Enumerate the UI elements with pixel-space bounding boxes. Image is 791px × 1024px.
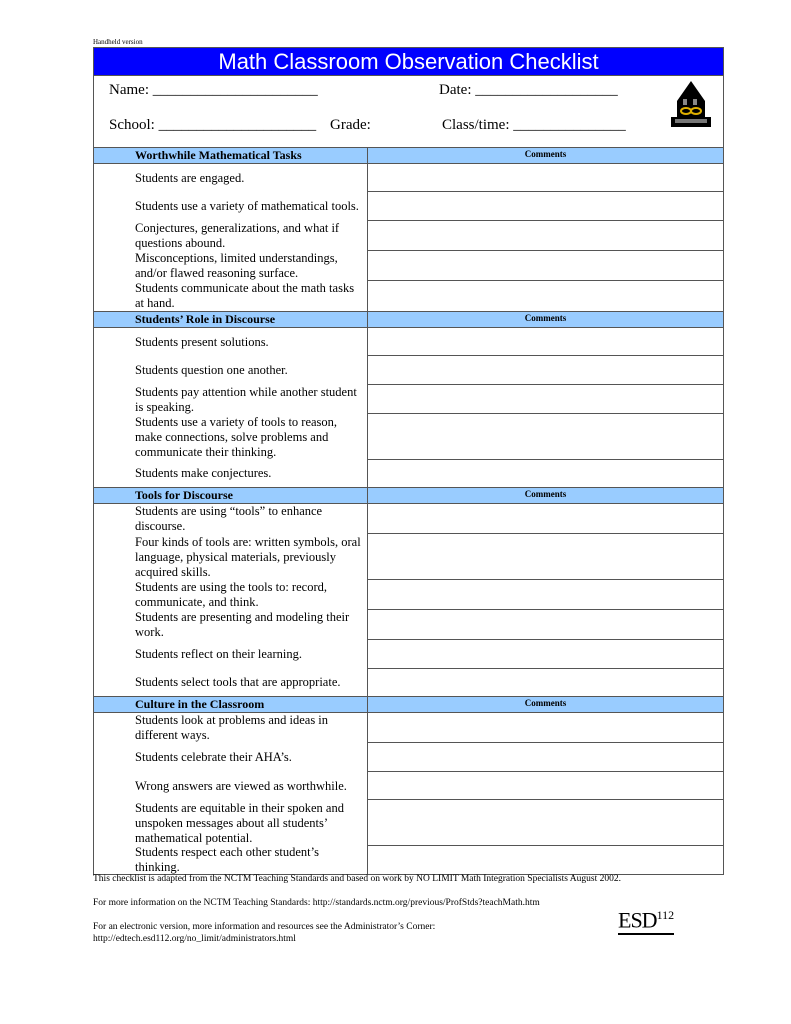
- comment-cell[interactable]: [368, 669, 723, 696]
- checklist-row: [94, 713, 723, 743]
- comments-header: Comments: [524, 313, 567, 323]
- section-header: [94, 696, 723, 713]
- checklist-item: Students present solutions.: [94, 328, 368, 356]
- comment-cell[interactable]: [368, 713, 723, 743]
- comment-cell[interactable]: [368, 846, 723, 874]
- comment-cell[interactable]: [368, 356, 723, 385]
- section-title: Students’ Role in Discourse: [94, 312, 368, 327]
- comment-cell[interactable]: [368, 610, 723, 640]
- checklist-item: Students reflect on their learning.: [94, 640, 368, 669]
- comment-cell[interactable]: [368, 580, 723, 610]
- comment-cell[interactable]: [368, 772, 723, 800]
- checklist-item: Students use a variety of mathematical tools.: [94, 192, 368, 221]
- comment-cell[interactable]: [368, 640, 723, 669]
- checklist-item: Students celebrate their AHA’s.: [94, 743, 368, 772]
- esd112-logo: [618, 904, 674, 935]
- checklist-row: [94, 534, 723, 580]
- checklist-item: Conjectures, generalizations, and what if questions abound.: [94, 221, 368, 251]
- checklist-item: Misconceptions, limited understandings, and/or flawed reasoning surface.: [94, 251, 368, 281]
- checklist-row: [94, 580, 723, 610]
- checklist-item: Students respect each other student’s thinking.: [94, 846, 368, 874]
- checklist-item: Students look at problems and ideas in different ways.: [94, 713, 368, 743]
- checklist-item: Four kinds of tools are: written symbols, oral language, physical materials, previously acquired skills.: [94, 534, 368, 580]
- checklist-row: [94, 772, 723, 800]
- checklist-row: [94, 385, 723, 414]
- checklist-item: Students are presenting and modeling their work.: [94, 610, 368, 640]
- section-title: Worthwhile Mathematical Tasks: [94, 148, 368, 163]
- checklist-item: Students are using “tools” to enhance discourse.: [94, 504, 368, 534]
- school-field[interactable]: School: _____________________: [109, 117, 317, 133]
- comments-header: Comments: [524, 149, 567, 159]
- esd-logo-text: ESD: [618, 907, 657, 933]
- comment-cell[interactable]: [368, 164, 723, 192]
- footer-admin-link[interactable]: http://edtech.esd112.org/no_limit/administrators.html: [93, 934, 296, 944]
- section-header: [94, 487, 723, 504]
- footer-electronic-note: For an electronic version, more information and resources see the Administrator’s Corner:: [93, 922, 436, 932]
- checklist-table: [93, 47, 724, 875]
- checklist-row: [94, 192, 723, 221]
- comment-cell[interactable]: [368, 534, 723, 580]
- info-fields: [94, 76, 723, 147]
- comment-cell[interactable]: [368, 800, 723, 846]
- esd-logo-number: 112: [656, 908, 675, 922]
- comment-cell[interactable]: [368, 460, 723, 487]
- no-limit-logo-icon: [671, 81, 711, 127]
- checklist-row: [94, 281, 723, 311]
- date-field[interactable]: Date: ___________________: [439, 82, 618, 98]
- checklist-item: Wrong answers are viewed as worthwhile.: [94, 772, 368, 800]
- checklist-row: [94, 221, 723, 251]
- checklist-item: Students communicate about the math tasks at hand.: [94, 281, 368, 311]
- checklist-row: [94, 164, 723, 192]
- checklist-item: Students make conjectures.: [94, 460, 368, 487]
- section-header: [94, 311, 723, 328]
- checklist-item: Students are equitable in their spoken and unspoken messages about all students’ mathematical potential.: [94, 800, 368, 846]
- checklist-row: [94, 669, 723, 696]
- page-title: Math Classroom Observation Checklist: [94, 48, 723, 76]
- footer-adapted-note: This checklist is adapted from the NCTM Teaching Standards and based on work by NO LIMIT Math Integration Specialists August 2002.: [93, 874, 621, 884]
- comment-cell[interactable]: [368, 221, 723, 251]
- checklist-row: [94, 640, 723, 669]
- checklist-item: Students are using the tools to: record, communicate, and think.: [94, 580, 368, 610]
- comment-cell[interactable]: [368, 504, 723, 534]
- footer-nctm-link[interactable]: For more information on the NCTM Teaching Standards: http://standards.nctm.org/previous/ProfStds?teachMath.htm: [93, 898, 540, 908]
- comment-cell[interactable]: [368, 328, 723, 356]
- section-title: Tools for Discourse: [94, 488, 368, 503]
- header-note: Handheld version: [93, 38, 143, 46]
- comment-cell[interactable]: [368, 385, 723, 414]
- checklist-item: Students question one another.: [94, 356, 368, 385]
- comment-cell[interactable]: [368, 251, 723, 281]
- checklist-row: [94, 846, 723, 874]
- checklist-item: Students use a variety of tools to reason, make connections, solve problems and communicate their thinking.: [94, 414, 368, 460]
- name-field[interactable]: Name: ______________________: [109, 82, 318, 98]
- comments-header: Comments: [524, 489, 567, 499]
- checklist-row: [94, 460, 723, 487]
- comment-cell[interactable]: [368, 192, 723, 221]
- comment-cell[interactable]: [368, 743, 723, 772]
- checklist-row: [94, 800, 723, 846]
- grade-field[interactable]: Grade:: [330, 117, 371, 133]
- section-title: Culture in the Classroom: [94, 697, 368, 712]
- checklist-row: [94, 356, 723, 385]
- checklist-row: [94, 743, 723, 772]
- checklist-row: [94, 610, 723, 640]
- class-time-field[interactable]: Class/time: _______________: [442, 117, 626, 133]
- comments-header: Comments: [524, 698, 567, 708]
- checklist-row: [94, 251, 723, 281]
- checklist-item: Students pay attention while another student is speaking.: [94, 385, 368, 414]
- section-header: [94, 147, 723, 164]
- checklist-row: [94, 328, 723, 356]
- checklist-row: [94, 504, 723, 534]
- comment-cell[interactable]: [368, 281, 723, 311]
- comment-cell[interactable]: [368, 414, 723, 460]
- checklist-row: [94, 414, 723, 460]
- checklist-item: Students are engaged.: [94, 164, 368, 192]
- checklist-item: Students select tools that are appropriate.: [94, 669, 368, 696]
